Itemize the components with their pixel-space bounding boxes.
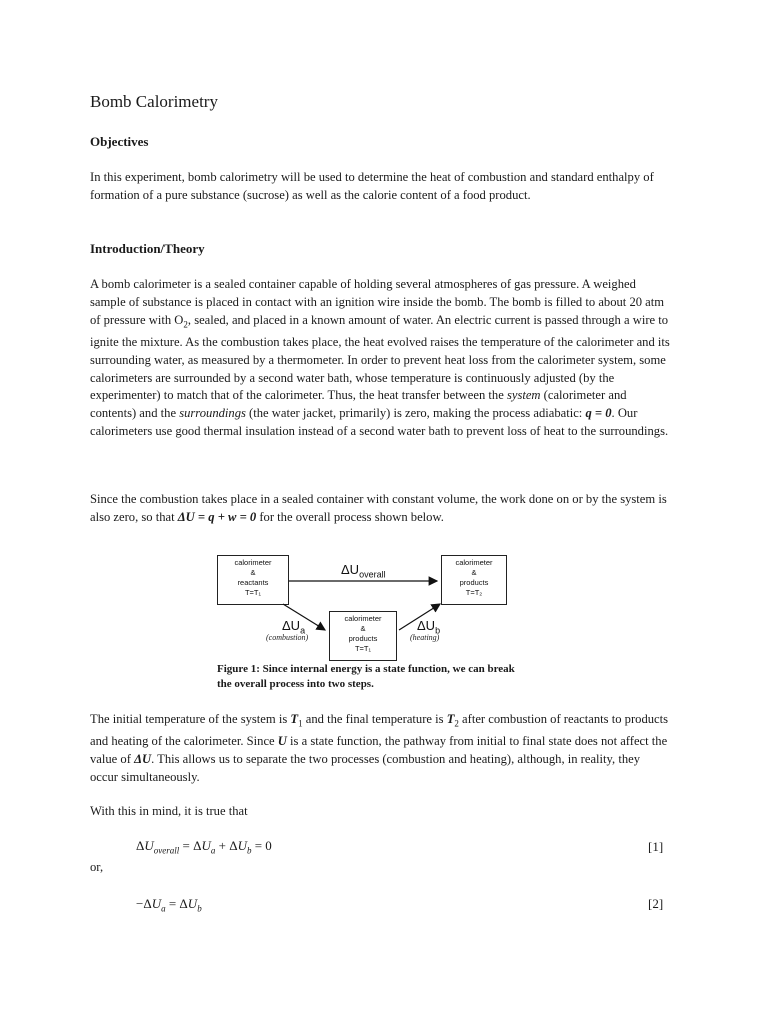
delta-u-b-label: $\Delta U_b$ [417,618,441,636]
figure-caption: Figure 1: Since internal energy is a state function, we can break the overall process into two steps. [217,663,515,690]
equation-2-number: [2] [648,896,664,911]
box-reactants: calorimeter & reactants T=T₁ [217,555,289,605]
paragraph-4: With this in mind, it is true that [90,804,248,818]
equation-1-number: [1] [648,839,664,854]
equation-2: $-\Delta U_a = \Delta U_b$ [136,896,202,914]
page-title: Bomb Calorimetry [90,92,218,111]
paragraph-3: The initial temperature of the system is $T_1$ and the final temperature is $T_2$ after combustion of reactants to products and heating of the calorimeter. Since U is a state function, the pathway from initial to final state does not affect the value of ΔU. This allows us to separate the two processes (combustion and heating), although, in reality, they occur simultaneously. [90,712,669,784]
intro-paragraph-2: Since the combustion takes place in a sealed container with constant volume, the work done on or by the system is also zero, so that ΔU = q + w = 0 for the overall process shown below. [90,492,667,524]
or-text: or, [90,860,104,874]
box-products-t2: calorimeter & products T=T₂ [441,555,507,605]
objectives-heading: Objectives [90,134,149,149]
objectives-paragraph: In this experiment, bomb calorimetry will be used to determine the heat of combustion and standard enthalpy of formation of a pure substance (sucrose) as well as the calorie content of a food product. [90,170,654,202]
heating-note: (heating) [410,633,440,642]
intro-paragraph-1: A bomb calorimeter is a sealed container capable of holding several atmospheres of gas pressure. A weighed sample of substance is placed in contact with an ignition wire inside the bomb. The bomb is filled to about 20 atm of pressure with $O_2$, sealed, and placed in a known amount of water. An electric current is passed through a wire to ignite the mixture. As the combustion takes place, the heat evolved raises the temperature of the calorimeter and its surrounding water, as measured by a thermometer. In order to prevent heat loss from the calorimeter system, some calorimeters are surrounded by a second water bath, whose temperature is continuously adjusted (by the experimenter) to match that of the calorimeter. Thus, the heat transfer between the system (calorimeter and contents) and the surroundings (the water jacket, primarily) is zero, making the process adiabatic: q = 0. Our calorimeters use good thermal insulation instead of a second water bath to prevent loss of heat to the surroundings. [90,277,670,438]
delta-u-overall-label: $\Delta U_{overall}$ [341,562,386,580]
combustion-note: (combustion) [266,633,309,642]
intro-heading: Introduction/Theory [90,241,205,256]
delta-u-a-label: $\Delta U_a$ [282,618,306,636]
box-products-t1: calorimeter & products T=T₁ [329,611,397,661]
equation-1: $\Delta U_{overall} = \Delta U_a + \Delta U_b = 0$ [136,838,272,856]
